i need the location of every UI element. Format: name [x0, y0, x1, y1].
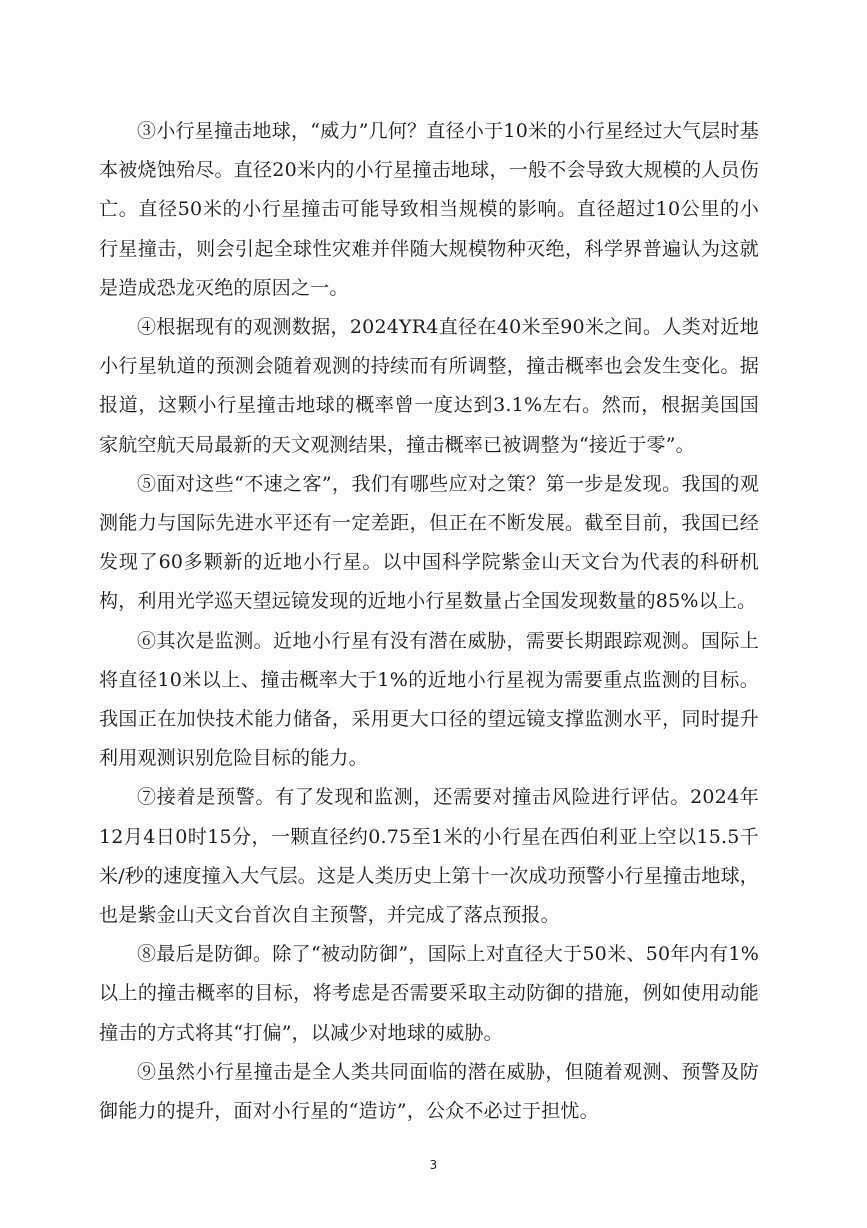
paragraph-8: ⑧最后是防御。除了“被动防御”，国际上对直径大于50米、50年内有1%以上的撞击概率的目标，将考虑是否需要采取主动防御的措施，例如使用动能撞击的方式将其“打偏”，以减少对地球的威胁。 [99, 943, 759, 1044]
paragraph-4: ④根据现有的观测数据，2024YR4直径在40米至90米之间。人类对近地小行星轨道的预测会随着观测的持续而有所调整，撞击概率也会发生变化。据报道，这颗小行星撞击地球的概率曾一度达到3.1%左右。然而，根据美国国家航空航天局最新的天文观测结果，撞击概率已被调整为“接近于零”。 [99, 316, 759, 456]
paragraph-6: ⑥其次是监测。近地小行星有没有潜在威胁，需要长期跟踪观测。国际上将直径10米以上、撞击概率大于1%的近地小行星视为需要重点监测的目标。我国正在加快技术能力储备，采用更大口径的望远镜支撑监测水平，同时提升利用观测识别危险目标的能力。 [99, 629, 759, 770]
paragraph-9: ⑨虽然小行星撞击是全人类共同面临的潜在威胁，但随着观测、预警及防御能力的提升，面对小行星的“造访”，公众不必过于担忧。 [99, 1060, 759, 1123]
paragraph-7: ⑦接着是预警。有了发现和监测，还需要对撞击风险进行评估。2024年12月4日0时15分，一颗直径约0.75至1米的小行星在西伯利亚上空以15.5千米/秒的速度撞入大气层。这是人类历史上第十一次成功预警小行星撞击地球，也是紫金山天文台首次自主预警，并完成了落点预报。 [99, 786, 759, 927]
paragraph-5: ⑤面对这些“不速之客”，我们有哪些应对之策？第一步是发现。我国的观测能力与国际先进水平还有一定差距，但正在不断发展。截至目前，我国已经发现了60多颗新的近地小行星。以中国科学院紫金山天文台为代表的科研机构，利用光学巡天望远镜发现的近地小行星数量占全国发现数量的85%以上。 [99, 472, 759, 613]
article-body [99, 112, 759, 1131]
page-number: 3 [429, 1158, 438, 1172]
paragraph-3: ③小行星撞击地球，“威力”几何？直径小于10米的小行星经过大气层时基本被烧蚀殆尽。直径20米内的小行星撞击地球，一般不会导致大规模的人员伤亡。直径50米的小行星撞击可能导致相当规模的影响。直径超过10公里的小行星撞击，则会引起全球性灾难并伴随大规模物种灭绝，科学界普遍认为这就是造成恐龙灭绝的原因之一。 [99, 120, 759, 299]
